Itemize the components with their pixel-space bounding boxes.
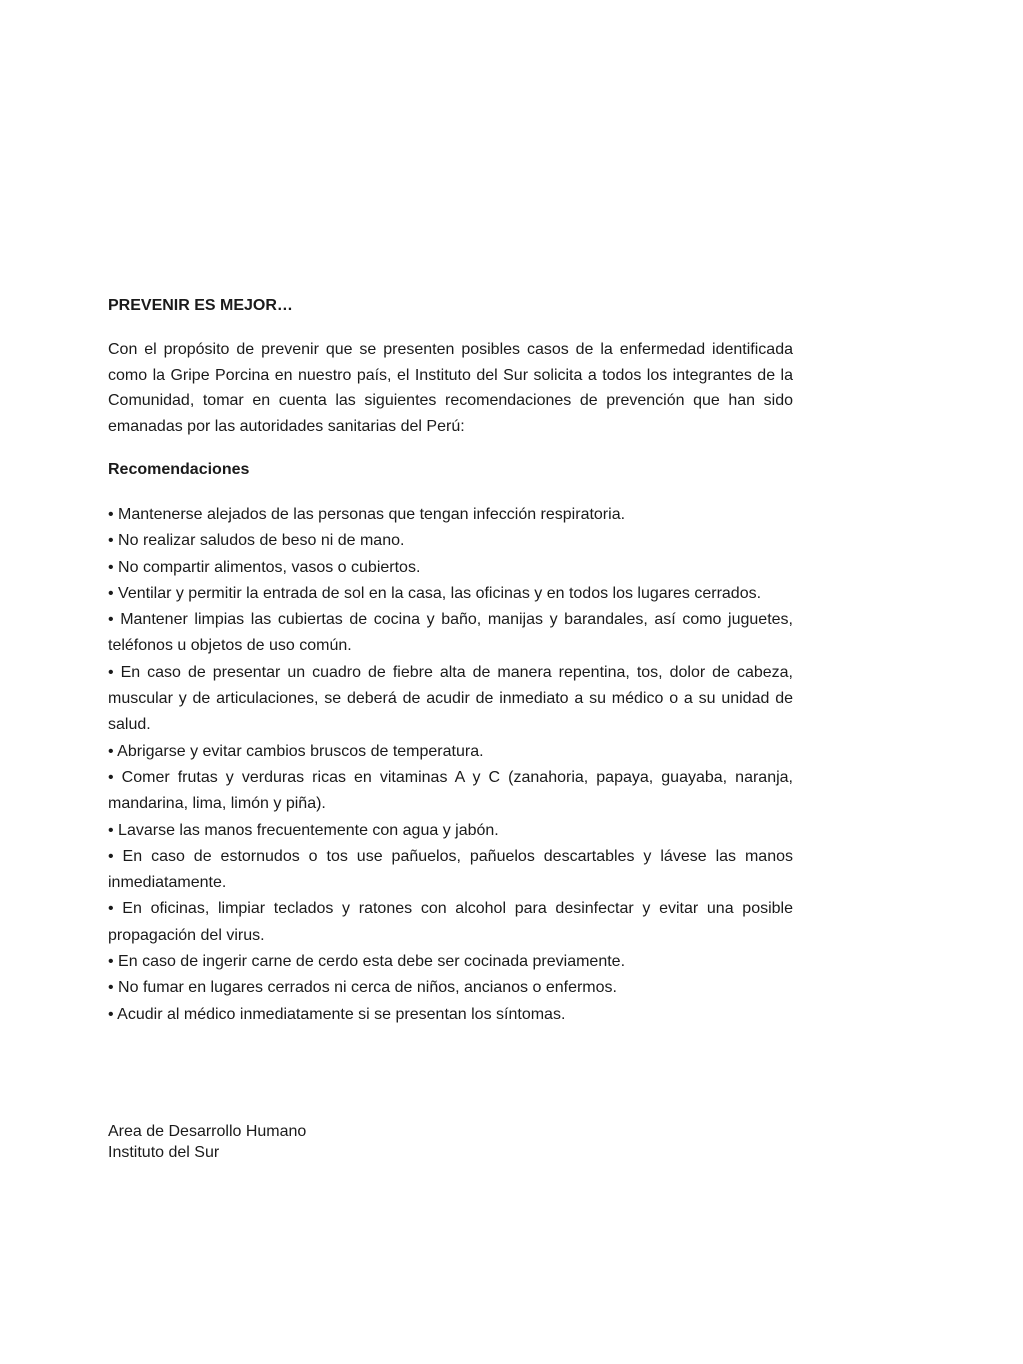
recommendation-item: • Comer frutas y verduras ricas en vitaminas A y C (zanahoria, papaya, guayaba, naranja, mandarina, lima, limón y piña). [108, 768, 793, 813]
recommendations-heading: Recomendaciones [108, 461, 250, 478]
recommendation-item: • No realizar saludos de beso ni de mano. [108, 532, 405, 550]
signature-block [108, 1121, 306, 1163]
signature-institution: Instituto del Sur [108, 1144, 220, 1161]
recommendation-item: • En caso de ingerir carne de cerdo esta debe ser cocinada previamente. [108, 953, 626, 971]
intro-paragraph: Con el propósito de prevenir que se presenten posibles casos de la enfermedad identificada como la Gripe Porcina en nuestro país, el Instituto del Sur solicita a todos los integrantes de la Comunidad, tomar en cuenta las siguientes recomendaciones de prevención que han sido emanadas por las autoridades sanitarias del Perú: [108, 341, 793, 435]
recommendation-item: • Ventilar y permitir la entrada de sol en la casa, las oficinas y en todos los lugares cerrados. [108, 584, 762, 602]
recommendation-item: • Abrigarse y evitar cambios bruscos de temperatura. [108, 742, 484, 760]
recommendation-item: • En caso de estornudos o tos use pañuelos, pañuelos descartables y lávese las manos inmediatamente. [108, 847, 793, 892]
recommendation-item: • No fumar en lugares cerrados ni cerca de niños, ancianos o enfermos. [108, 979, 617, 997]
recommendation-item: • En caso de presentar un cuadro de fiebre alta de manera repentina, tos, dolor de cabeza, muscular y de articulaciones, se deberá de acudir de inmediato a su médico o a su unidad de salud. [108, 663, 793, 734]
recommendations-list [108, 502, 793, 1028]
recommendation-item: • Acudir al médico inmediatamente si se presentan los síntomas. [108, 1005, 566, 1023]
recommendation-item: • Lavarse las manos frecuentemente con agua y jabón. [108, 821, 499, 839]
recommendation-item: • No compartir alimentos, vasos o cubiertos. [108, 558, 421, 576]
recommendation-item: • Mantener limpias las cubiertas de cocina y baño, manijas y barandales, así como juguetes, teléfonos u objetos de uso común. [108, 611, 793, 655]
recommendation-item: • En oficinas, limpiar teclados y ratones con alcohol para desinfectar y evitar una posible propagación del virus. [108, 900, 793, 944]
document-body [108, 293, 793, 1028]
recommendation-item: • Mantenerse alejados de las personas que tengan infección respiratoria. [108, 506, 626, 523]
document-title: PREVENIR ES MEJOR… [108, 297, 293, 314]
signature-department: Area de Desarrollo Humano [108, 1123, 307, 1140]
